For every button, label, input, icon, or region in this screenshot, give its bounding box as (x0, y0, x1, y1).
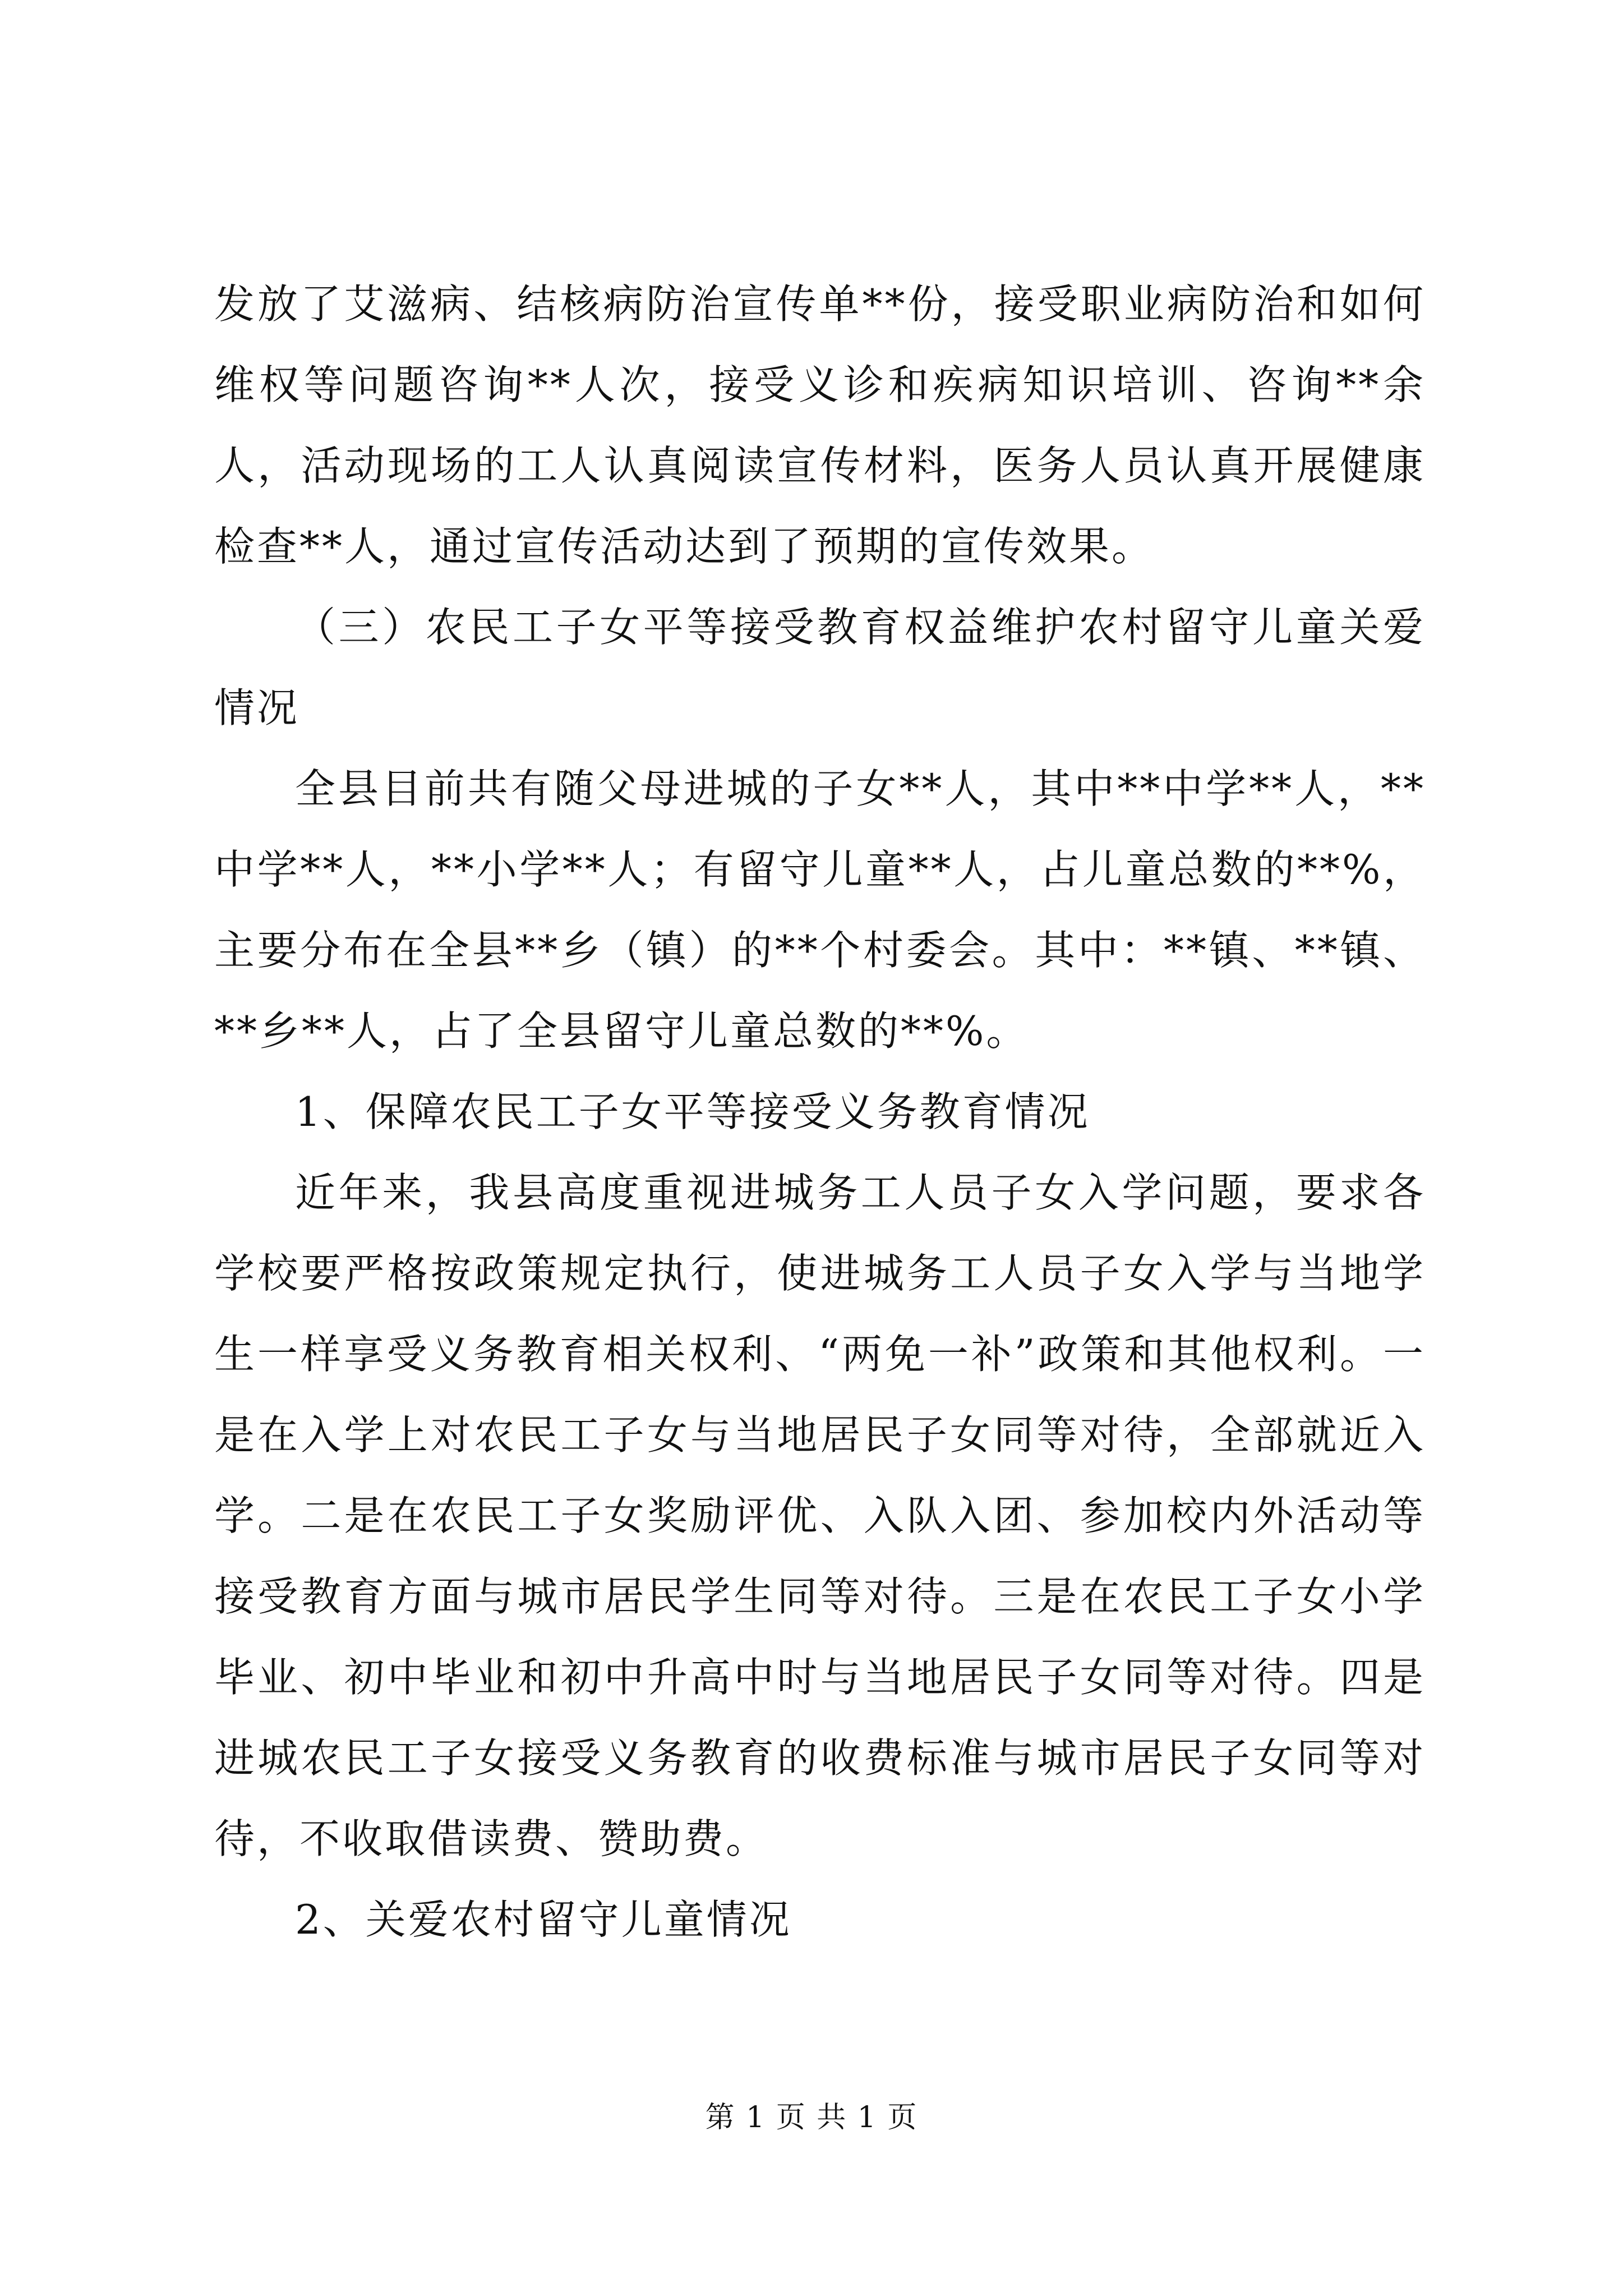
subheading-compulsory-education: 1、保障农民工子女平等接受义务教育情况 (295, 1088, 1090, 1135)
paragraph-health-campaign: 发放了艾滋病、结核病防治宣传单**份，接受职业病防治和如何维权等问题咨询**人次，接受义诊和疾病知识培训、咨询**余人，活动现场的工人认真阅读宣传材料，医务人员认真开展健康检查**人，通过宣传活动达到了预期的宣传效果。 (214, 280, 1426, 570)
page-footer: 第 1 页 共 1 页 (705, 2101, 918, 2134)
document-body (214, 264, 1426, 1960)
paragraph-children-statistics: 全县目前共有随父母进城的子女**人，其中**中学**人，**中学**人，**小学**人；有留守儿童**人，占儿童总数的**%，主要分布在全县**乡（镇）的**个村委会。其中：**镇、**镇、**乡**人，占了全县留守儿童总数的**%。 (214, 765, 1426, 1055)
section-heading-children-education: （三）农民工子女平等接受教育权益维护农村留守儿童关爱情况 (214, 604, 1426, 731)
subheading-left-behind-children: 2、关爱农村留守儿童情况 (295, 1896, 792, 1943)
paragraph-education-measures: 近年来，我县高度重视进城务工人员子女入学问题，要求各学校要严格按政策规定执行，使进城务工人员子女入学与当地学生一样享受义务教育相关权利、“两免一补”政策和其他权利。一是在入学上对农民工子女与当地居民子女同等对待，全部就近入学。二是在农民工子女奖励评优、入队入团、参加校内外活动等接受教育方面与城市居民学生同等对待。三是在农民工子女小学毕业、初中毕业和初中升高中时与当地居民子女同等对待。四是进城农民工子女接受义务教育的收费标准与城市居民子女同等对待，不收取借读费、赞助费。 (214, 1169, 1426, 1862)
